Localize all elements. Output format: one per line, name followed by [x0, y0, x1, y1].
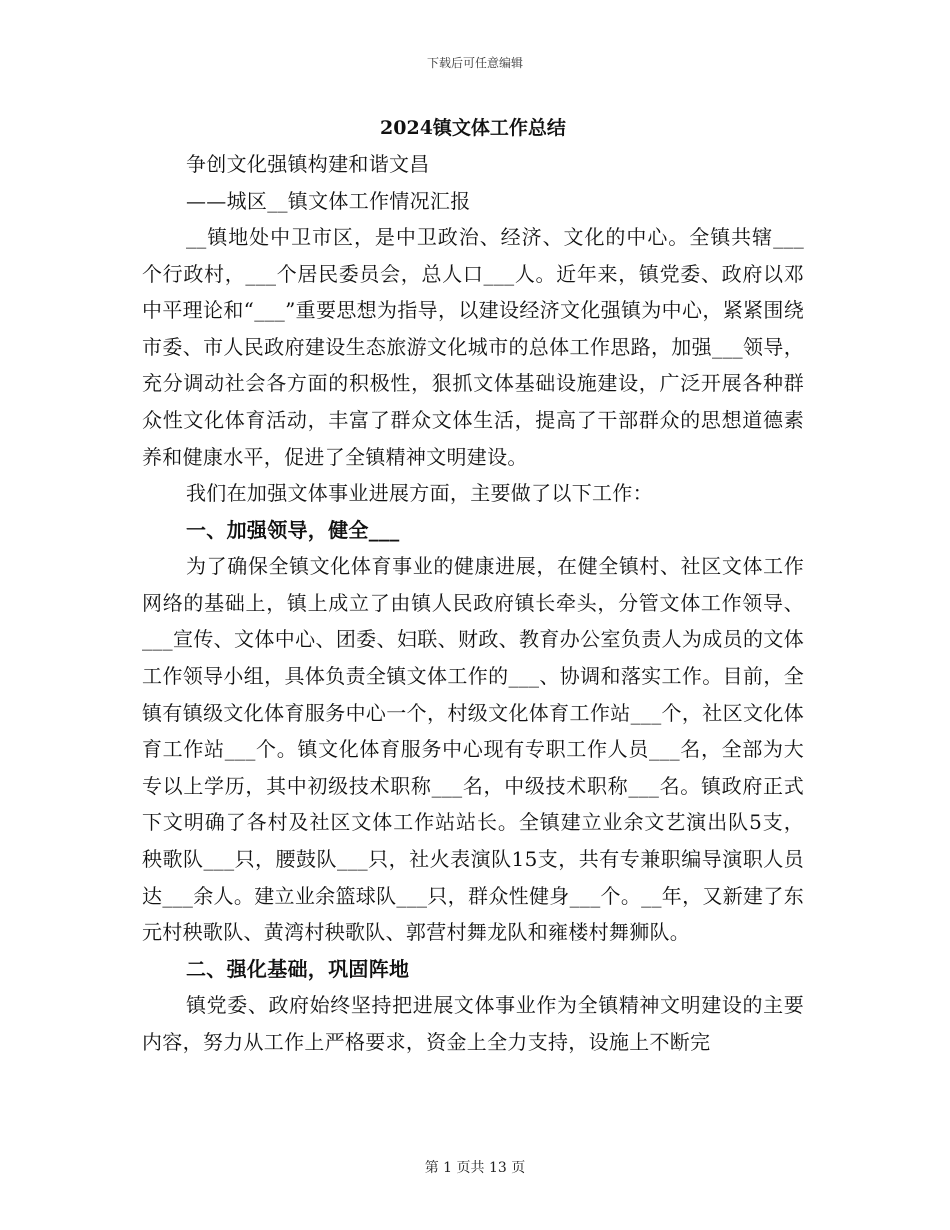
document-title: 2024镇文体工作总结	[380, 117, 566, 139]
paragraph-section-1: 为了确保全镇文化体育事业的健康进展，在健全镇村、社区文体工作网络的基础上，镇上成立了由镇人民政府镇长牵头，分管文体工作领导、___宣传、文体中心、团委、妇联、财政、教育办公室负责人为成员的文体工作领导小组，具体负责全镇文体工作的___、协调和落实工作。目前，全镇有镇级文化体育服务中心一个，村级文化体育工作站___个，社区文化体育工作站___个。镇文化体育服务中心现有专职工作人员___名，全部为大专以上学历，其中初级技术职称___名，中级技术职称___名。镇政府正式下文明确了各村及社区文体工作站站长。全镇建立业余文艺演出队5支，秧歌队___只，腰鼓队___只，社火表演队15支，共有专兼职编导演职人员达___余人。建立业余篮球队___只，群众性健身___个。__年，又新建了东元村秧歌队、黄湾村秧歌队、郭营村舞龙队和雍楼村舞狮队。	[142, 554, 804, 945]
document-body	[142, 112, 804, 1060]
paragraph-intro: __镇地处中卫市区，是中卫政治、经济、文化的中心。全镇共辖___个行政村，___个居民委员会，总人口___人。近年来，镇党委、政府以邓中平理论和“___”重要思想为指导，以建设经济文化强镇为中心，紧紧围绕市委、市人民政府建设生态旅游文化城市的总体工作思路，加强___领导，充分调动社会各方面的积极性，狠抓文体基础设施建设，广泛开展各种群众性文化体育活动，丰富了群众文体生活，提高了干部群众的思想道德素养和健康水平，促进了全镇精神文明建设。	[142, 225, 804, 469]
section-heading-1: 一、加强领导，健全___	[186, 517, 400, 542]
subtitle-slogan: 争创文化强镇构建和谐文昌	[186, 152, 430, 176]
section-heading-2: 二、强化基础，巩固阵地	[186, 956, 410, 981]
page-footer: 第 1 页共 13 页	[424, 1160, 526, 1176]
subtitle-report: ——城区__镇文体工作情况汇报	[186, 188, 471, 213]
header-note: 下载后可任意编辑	[426, 56, 523, 70]
paragraph-summary: 我们在加强文体事业进展方面，主要做了以下工作：	[186, 481, 653, 506]
paragraph-section-2: 镇党委、政府始终坚持把进展文体事业作为全镇精神文明建设的主要内容，努力从工作上严格要求，资金上全力支持，设施上不断完	[142, 993, 804, 1054]
